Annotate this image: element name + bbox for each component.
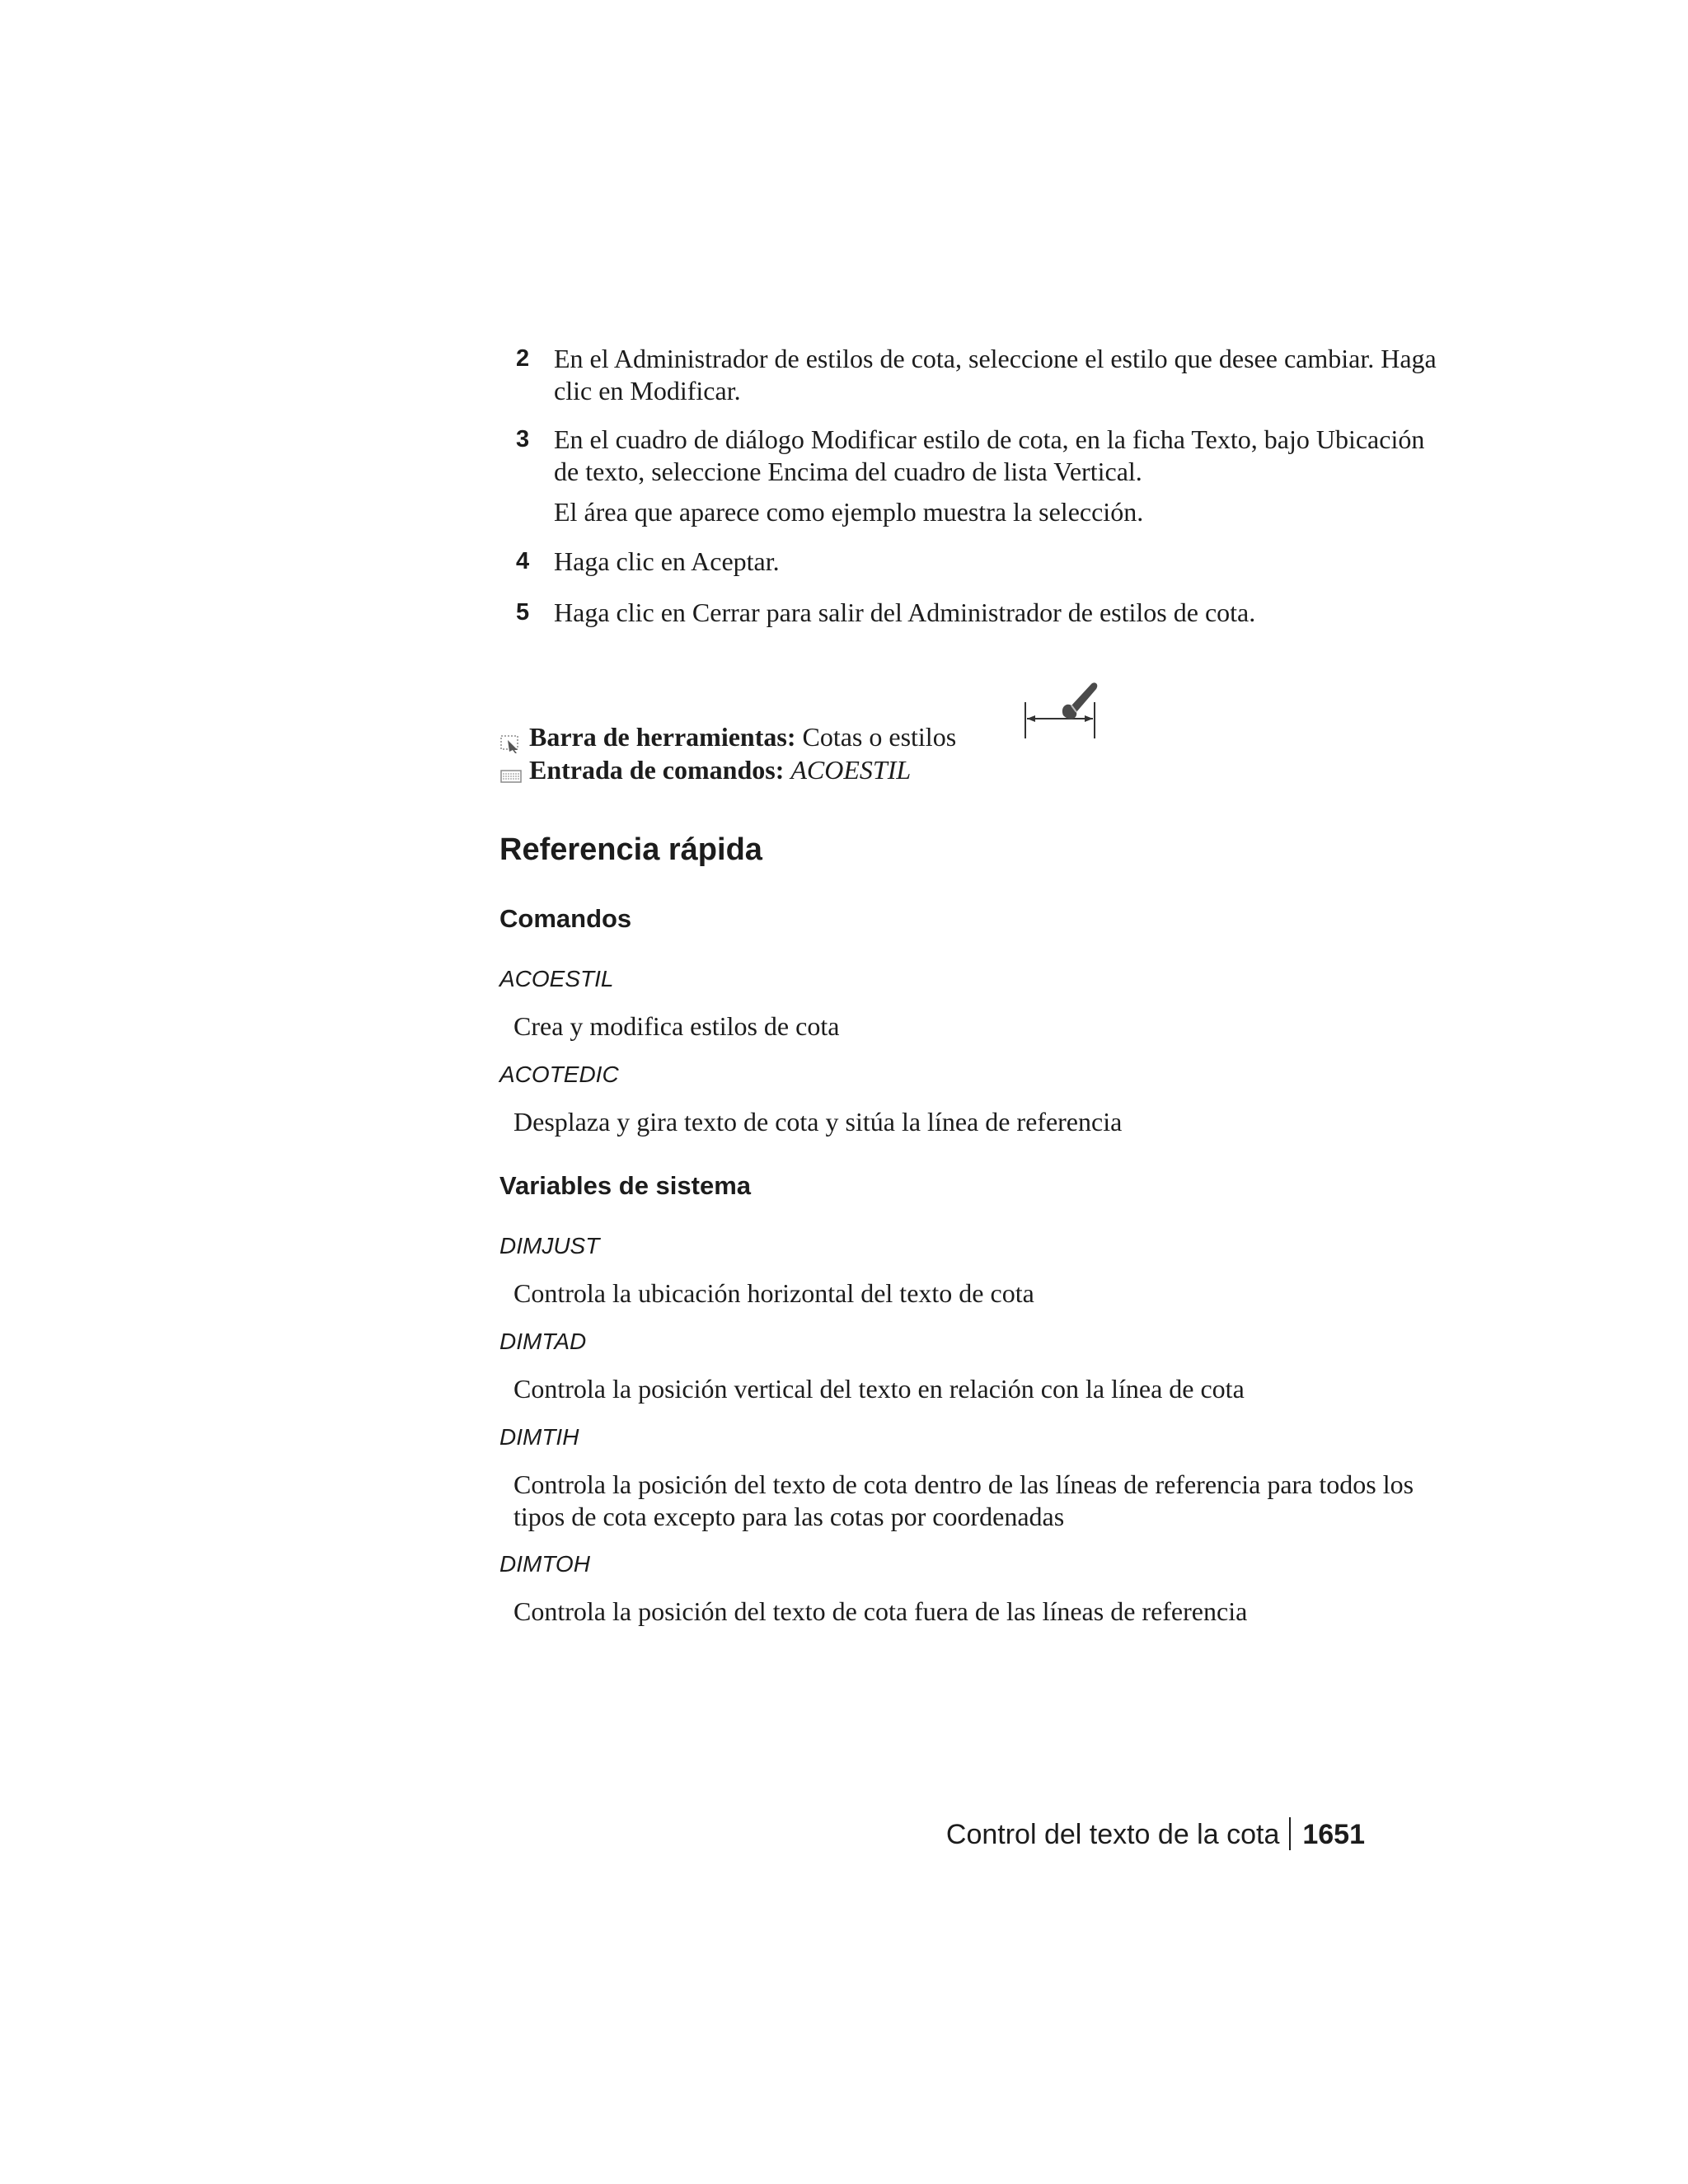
toolbar-icon <box>499 728 523 748</box>
quick-reference-title: Referencia rápida <box>499 832 762 867</box>
sysvar-description: Controla la ubicación horizontal del texto de cota <box>513 1278 1034 1308</box>
toolbar-access-line <box>499 720 956 753</box>
page-footer <box>946 1816 1365 1853</box>
step-text: Haga clic en Aceptar. <box>554 546 780 576</box>
command-description: Desplaza y gira texto de cota y sitúa la línea de referencia <box>513 1107 1123 1137</box>
step-number: 5 <box>516 599 530 626</box>
command-line-icon <box>499 761 523 780</box>
dimension-style-icon <box>1022 679 1101 745</box>
command-access-line <box>499 753 911 786</box>
sysvar-name: DIMJUST <box>499 1233 600 1258</box>
sysvar-description: Controla la posición vertical del texto en relación con la línea de cota <box>513 1374 1245 1404</box>
step-number: 3 <box>516 426 530 452</box>
sysvar-name: DIMTIH <box>499 1424 579 1450</box>
footer-section-title: Control del texto de la cota <box>945 1819 1280 1850</box>
step-text: Haga clic en Cerrar para salir del Administrador de estilos de cota. <box>554 598 1256 627</box>
page-number: 1651 <box>1302 1819 1365 1850</box>
step-text: En el Administrador de estilos de cota, seleccione el estilo que desee cambiar. Haga clic en Modificar. <box>554 344 1437 405</box>
sysvar-name: DIMTAD <box>499 1329 587 1354</box>
command-value: ACOESTIL <box>790 755 912 785</box>
command-name: ACOESTIL <box>499 966 614 991</box>
footer-divider <box>1289 1817 1291 1850</box>
step-number: 4 <box>516 548 530 574</box>
step-text: En el cuadro de diálogo Modificar estilo de cota, en la ficha Texto, bajo Ubicación de texto, seleccione Encima del cuadro de lista Vertical. <box>554 424 1425 486</box>
sysvar-description: Controla la posición del texto de cota fuera de las líneas de referencia <box>513 1596 1248 1626</box>
command-name: ACOTEDIC <box>499 1062 619 1087</box>
commands-heading: Comandos <box>499 904 632 933</box>
sysvars-heading: Variables de sistema <box>499 1171 752 1200</box>
command-description: Crea y modifica estilos de cota <box>513 1011 840 1041</box>
sysvar-name: DIMTOH <box>499 1551 590 1577</box>
sysvar-description: Controla la posición del texto de cota dentro de las líneas de referencia para todos los tipos de cota excepto para las cotas por coordenadas <box>513 1469 1414 1531</box>
step-number: 2 <box>516 345 530 372</box>
toolbar-value: Cotas o estilos <box>802 722 957 752</box>
command-label: Entrada de comandos: <box>529 755 785 785</box>
toolbar-label: Barra de herramientas: <box>529 722 796 752</box>
step-subtext: El área que aparece como ejemplo muestra la selección. <box>554 497 1144 527</box>
